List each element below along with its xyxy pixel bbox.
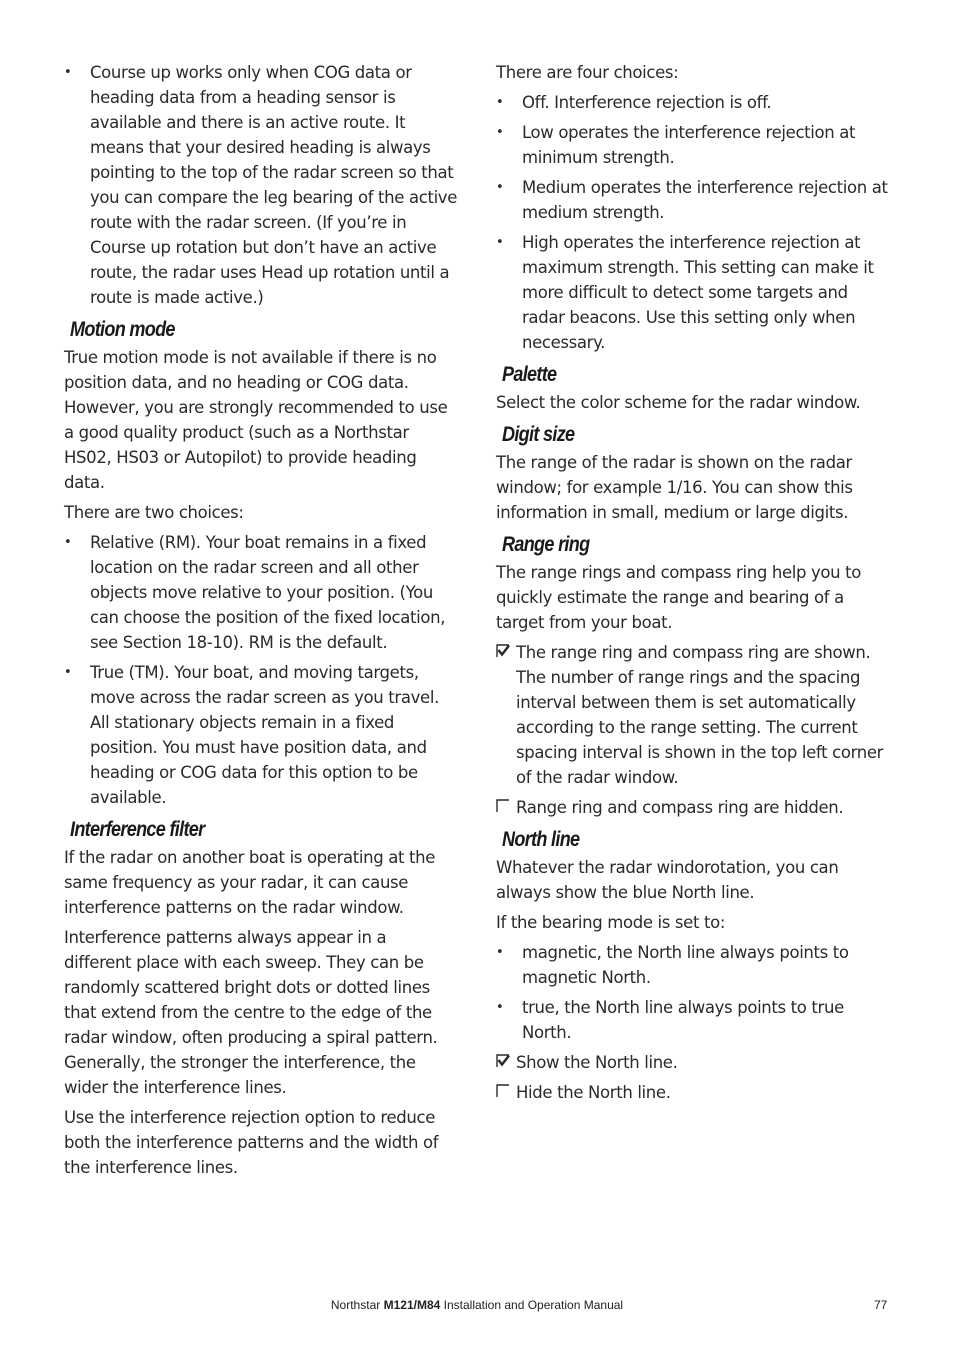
range-ring-checked-text: The range ring and compass ring are shown. The number of range rings and the spacing interval between them is set automatically according to the range setting. The current spacing interval is shown in the top left corner of the radar window. (516, 643, 884, 787)
paragraph: Use the interference rejection option to reduce both the interference patterns and the width of the interference lines. (64, 1108, 439, 1177)
list-item: • Course up works only when COG data or heading data from a heading sensor is available and there is an active route. It means that your desired heading is always pointing to the top of the radar screen so that you can compare the leg bearing of the active route with the radar screen. (If you’re in Course up rotation but don’t have an active route, the radar uses Head up rotation until a route is made active.) (64, 60, 458, 310)
left-column (64, 60, 458, 1185)
right-column (496, 60, 892, 1110)
page-number: 77 (874, 1298, 888, 1312)
paragraph: Interference patterns always appear in a different place with each sweep. They can be randomly scattered bright dots or dotted lines that extend from the centre to the edge of the radar window, often producing a spiral pattern. Generally, the stronger the interference, the wider the interference lines. (64, 928, 438, 1097)
unchecked-box-icon (496, 1084, 510, 1098)
paragraph: Whatever the radar windorotation, you can always show the blue North line. (496, 858, 839, 902)
paragraph: There are four choices: (496, 63, 679, 82)
paragraph: Select the color scheme for the radar window. (496, 393, 861, 412)
course-up-list (64, 60, 458, 310)
range-ring-unchecked-text: Range ring and compass ring are hidden. (516, 798, 844, 817)
list-item: • True (TM). Your boat, and moving targets, move across the radar screen as you travel. All stationary objects remain in a fixed position. You must have position data, and heading or COG data for this option to be available. (64, 660, 458, 810)
north-line-unchecked-text: Hide the North line. (516, 1083, 671, 1102)
bearing-mode-list (496, 940, 892, 1045)
motion-choices-list (64, 530, 458, 810)
unchecked-box-icon (496, 799, 510, 813)
list-item: • Medium operates the interference rejection at medium strength. (496, 175, 892, 225)
list-item: • Off. Interference rejection is off. (496, 90, 892, 115)
section-heading-interference-filter: Interference filter (70, 818, 205, 841)
list-item: • true, the North line always points to true North. (496, 995, 892, 1045)
north-line-checked-text: Show the North line. (516, 1053, 678, 1072)
paragraph: If the radar on another boat is operating at the same frequency as your radar, it can cause interference patterns on the radar window. (64, 848, 436, 917)
north-line-checked-item (496, 1050, 892, 1075)
list-item: • magnetic, the North line always points to magnetic North. (496, 940, 892, 990)
north-line-unchecked-item (496, 1080, 892, 1105)
paragraph: The range of the radar is shown on the radar window; for example 1/16. You can show this information in small, medium or large digits. (496, 453, 853, 522)
section-heading-digit-size: Digit size (502, 423, 575, 446)
section-heading-range-ring: Range ring (502, 533, 590, 556)
footer-manual-title: Installation and Operation Manual (443, 1298, 624, 1312)
checked-box-icon (496, 1054, 510, 1068)
paragraph: True motion mode is not available if there is no position data, and no heading or COG data. However, you are strongly recommended to use a good quality product (such as a Northstar HS02, HS03 or Autopilot) to provide heading data. (64, 348, 448, 492)
footer-title (0, 1298, 954, 1312)
list-item: • High operates the interference rejection at maximum strength. This setting can make it more difficult to detect some targets and radar beacons. Use this setting only when necessary. (496, 230, 892, 355)
paragraph: The range rings and compass ring help you to quickly estimate the range and bearing of a target from your boat. (496, 563, 862, 632)
list-item: • Relative (RM). Your boat remains in a fixed location on the radar screen and all other objects move relative to your position. (You can choose the position of the fixed location, see Section 18-10). RM is the default. (64, 530, 458, 655)
list-item: • Low operates the interference rejection at minimum strength. (496, 120, 892, 170)
section-heading-north-line: North line (502, 828, 580, 851)
section-heading-palette: Palette (502, 363, 557, 386)
interference-choices-list (496, 90, 892, 355)
paragraph: If the bearing mode is set to: (496, 913, 726, 932)
range-ring-checked-item (496, 640, 892, 790)
paragraph: There are two choices: (64, 503, 244, 522)
checked-box-icon (496, 644, 510, 658)
footer-brand: Northstar (330, 1298, 381, 1312)
footer-model: M121/M84 (383, 1298, 441, 1312)
section-heading-motion-mode: Motion mode (70, 318, 175, 341)
range-ring-unchecked-item (496, 795, 892, 820)
